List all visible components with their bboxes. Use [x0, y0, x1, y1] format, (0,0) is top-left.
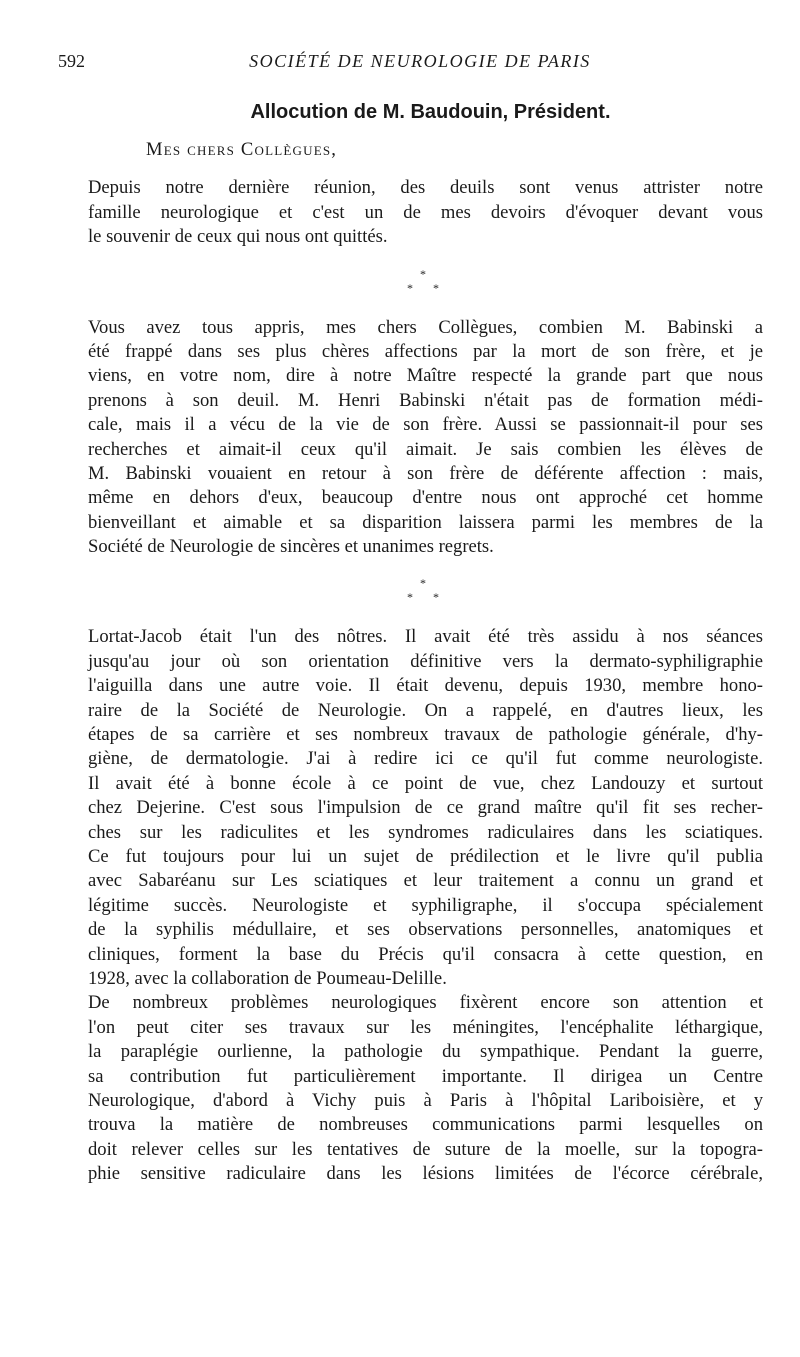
paragraph-opening	[88, 176, 763, 249]
text-line: Il avait été à bonne école à ce point de vue, chez Landouzy et surtout	[88, 772, 763, 794]
asterism-divider	[88, 567, 763, 619]
text-line: cliniques, forment la base du Précis qu'il consacra à cette question, en	[88, 943, 763, 965]
text-line: cale, mais il a vécu de la vie de son frère. Aussi se passionnait-il pour ses	[88, 414, 763, 436]
asterism-divider	[88, 258, 763, 310]
text-line: jusqu'au jour où son orientation définitive vers la dermato-syphiligraphie	[88, 650, 763, 672]
text-line: chez Dejerine. C'est sous l'impulsion de ce grand maître qu'il fit ses recher-	[88, 797, 763, 819]
text-line: le souvenir de ceux qui nous ont quittés.	[88, 226, 388, 248]
salutation: Mes chers Collègues,	[146, 139, 338, 160]
text-line: trouva la matière de nombreuses communications parmi lesquelles on	[88, 1114, 763, 1136]
text-line: M. Babinski vouaient en retour à son frère de déférente affection : mais,	[88, 462, 763, 484]
text-line: raire de la Société de Neurologie. On a rappelé, en d'autres lieux, les	[88, 699, 763, 721]
article-heading: Allocution de M. Baudouin, Président.	[250, 101, 611, 123]
text-line: sa contribution fut particulièrement importante. Il dirigea un Centre	[88, 1065, 763, 1087]
text-line: légitime succès. Neurologiste et syphiligraphe, il s'occupa spécialement	[88, 894, 763, 916]
text-line: Ce fut toujours pour lui un sujet de prédilection et le livre qu'il publia	[88, 846, 763, 867]
text-line: Vous avez tous appris, mes chers Collègues, combien M. Babinski a	[88, 316, 763, 338]
running-head	[58, 50, 742, 72]
text-line: Société de Neurologie de sincères et unanimes regrets.	[88, 536, 494, 558]
asterism-star: *	[433, 280, 439, 295]
text-line: De nombreux problèmes neurologiques fixèrent encore son attention et	[88, 992, 763, 1014]
text-line: été frappé dans ses plus chères affections par la mort de son frère, et je	[88, 340, 763, 362]
text-line: étapes de sa carrière et ses nombreux travaux de pathologie générale, d'hy-	[88, 724, 763, 746]
text-line: ches sur les radiculites et les syndromes radiculaires dans les sciatiques.	[88, 821, 763, 843]
text-line: de la syphilis médullaire, et ses observations personnelles, anatomiques et	[88, 919, 763, 941]
text-line: Depuis notre dernière réunion, des deuils sont venus attrister notre	[88, 177, 763, 199]
text-line: l'aiguilla dans une autre voie. Il était devenu, depuis 1930, membre hono-	[88, 675, 763, 697]
text-line: famille neurologique et c'est un de mes devoirs d'évoquer devant vous	[88, 201, 763, 223]
paragraph-lortat-jacob	[88, 625, 763, 991]
paragraph-babinski	[88, 316, 763, 560]
text-line: giène, de dermatologie. J'ai à redire ici ce qu'il fut comme neurologiste.	[88, 748, 763, 770]
article-body	[88, 100, 763, 1186]
text-line: prenons à son deuil. M. Henri Babinski n'était pas de formation médi-	[88, 389, 763, 411]
page-number: 592	[58, 51, 85, 71]
text-line: phie sensitive radiculaire dans les lésions limitées de l'écorce cérébrale,	[88, 1163, 763, 1185]
text-line: l'on peut citer ses travaux sur les méningites, l'encéphalite léthargique,	[88, 1016, 763, 1038]
text-line: la paraplégie ourlienne, la pathologie du sympathique. Pendant la guerre,	[88, 1041, 763, 1063]
asterism-star: *	[420, 576, 426, 591]
asterism-star: *	[407, 280, 413, 295]
text-line: Lortat-Jacob était l'un des nôtres. Il avait été très assidu à nos séances	[88, 626, 763, 648]
text-line: doit relever celles sur les tentatives de suture de la moelle, sur la topogra-	[88, 1138, 763, 1160]
paragraph-neurological-problems	[88, 991, 763, 1186]
text-line: avec Sabaréanu sur Les sciatiques et leur traitement a connu un grand et	[88, 870, 763, 892]
text-line: bienveillant et aimable et sa disparition laissera parmi les membres de la	[88, 511, 763, 533]
text-line: viens, en votre nom, dire à notre Maître respecté la grande part que nous	[88, 365, 763, 387]
asterism-star: *	[433, 590, 439, 605]
asterism-star: *	[407, 590, 413, 605]
asterism-star: *	[420, 266, 426, 281]
journal-title: SOCIÉTÉ DE NEUROLOGIE DE PARIS	[249, 51, 591, 71]
text-line: Neurologique, d'abord à Vichy puis à Paris à l'hôpital Lariboisière, et y	[88, 1089, 763, 1111]
text-line: 1928, avec la collaboration de Poumeau-Delille.	[88, 967, 447, 989]
text-line: même en dehors d'eux, beaucoup d'entre nous ont approché cet homme	[88, 487, 763, 509]
text-line: recherches et aimait-il ceux qu'il aimait. Je sais combien les élèves de	[88, 438, 763, 460]
